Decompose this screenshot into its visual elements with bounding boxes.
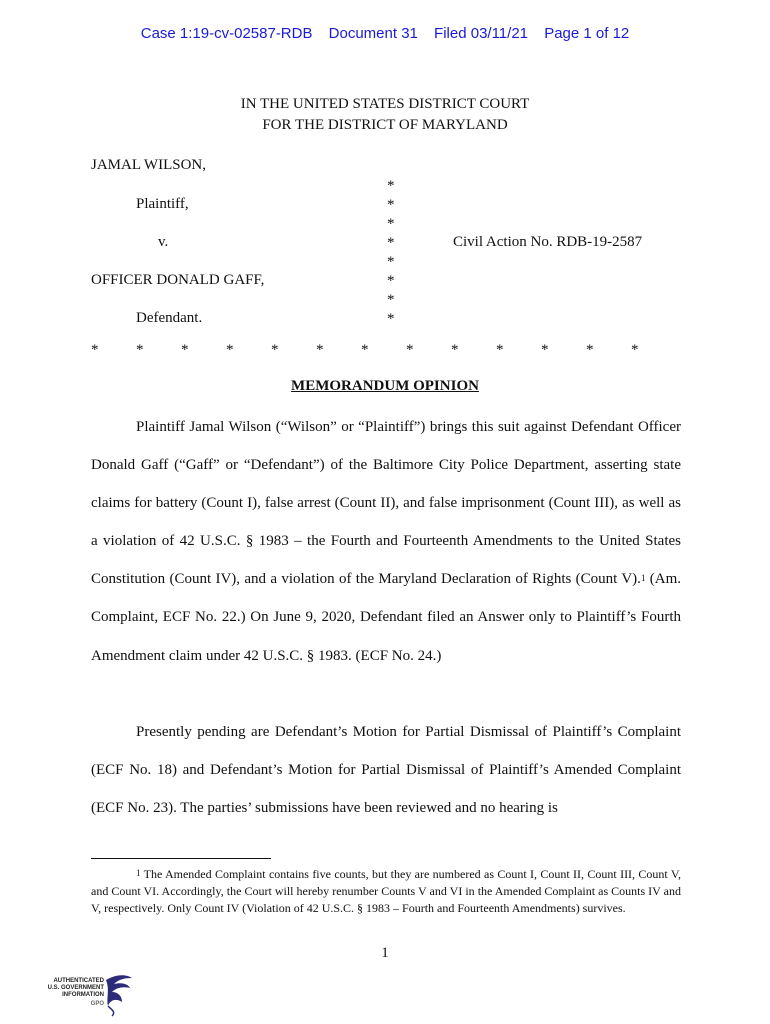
gpo-authentication-seal	[44, 972, 134, 1018]
case-number: Case 1:19-cv-02587-RDB	[140, 25, 313, 42]
gpo-line-1: AUTHENTICATED	[53, 978, 104, 984]
gpo-line-3: INFORMATION	[62, 992, 104, 998]
paragraph-1-text-cont: (Am. Complaint, ECF No. 22.) On June 9, 2020, Defendant filed an Answer only to Plaintiff’s Fourth Amendment claim under 42 U.S.C. § 1983. (ECF No. 24.)	[91, 571, 681, 664]
caption-star: *	[387, 254, 395, 270]
court-line-1: IN THE UNITED STATES DISTRICT COURT	[240, 96, 530, 112]
separator-star: *	[181, 342, 189, 358]
separator-star: *	[631, 342, 639, 358]
separator-star: *	[226, 342, 234, 358]
separator-star: *	[136, 342, 144, 358]
footnote	[91, 866, 681, 917]
plaintiff-name: JAMAL WILSON,	[91, 157, 206, 173]
eagle-icon	[102, 972, 134, 1018]
separator-star: *	[496, 342, 504, 358]
defendant-name: OFFICER DONALD GAFF,	[91, 272, 265, 288]
gpo-label: GPO	[90, 1001, 104, 1007]
versus: v.	[158, 234, 169, 250]
document-number: Document 31	[328, 25, 418, 42]
separator-star: *	[451, 342, 459, 358]
footnote-mark: 1	[136, 868, 141, 878]
gpo-line-2: U.S. GOVERNMENT	[47, 985, 104, 991]
filed-date: Filed 03/11/21	[434, 25, 529, 42]
court-heading	[0, 94, 770, 136]
footnote-divider	[91, 858, 271, 859]
separator-star: *	[316, 342, 324, 358]
separator-star: *	[91, 342, 99, 358]
caption-star: *	[387, 311, 395, 327]
caption-star: *	[387, 197, 395, 213]
footnote-text: The Amended Complaint contains five counts, but they are numbered as Count I, Count II, Count III, Count V, and Count VI. Accordingly, the Court will hereby renumber Counts V and VI in the Amended Complaint as Counts IV and V, respectively. Only Count IV (Violation of 42 U.S.C. § 1983 – Fourth and Fourteenth Amendments) survives.	[91, 867, 681, 915]
defendant-role: Defendant.	[136, 310, 203, 326]
page-count: Page 1 of 12	[544, 25, 630, 42]
footnote-reference[interactable]: 1	[640, 573, 646, 584]
civil-action-number: Civil Action No. RDB-19-2587	[453, 234, 643, 250]
separator-star: *	[586, 342, 594, 358]
separator-star: *	[361, 342, 369, 358]
separator-star: *	[406, 342, 414, 358]
court-line-2: FOR THE DISTRICT OF MARYLAND	[262, 117, 508, 133]
ecf-header	[0, 25, 770, 42]
paragraph-2-text: Presently pending are Defendant’s Motion for Partial Dismissal of Plaintiff’s Complaint (ECF No. 18) and Defendant’s Motion for Partial Dismissal of Plaintiff’s Amended Complaint (ECF No. 23). The parties’ submissions have been reviewed and no hearing is	[91, 724, 681, 817]
caption-star: *	[387, 292, 395, 308]
caption-star: *	[387, 216, 395, 232]
separator-star: *	[271, 342, 279, 358]
caption-star: *	[387, 273, 395, 289]
gpo-seal-text	[44, 978, 104, 1008]
page-number: 1	[381, 945, 389, 961]
paragraph-1-text: Plaintiff Jamal Wilson (“Wilson” or “Plaintiff”) brings this suit against Defendant Officer Donald Gaff (“Gaff” or “Defendant”) of the Baltimore City Police Department, asserting state claims for battery (Count I), false arrest (Count II), and false imprisonment (Count III), as well as a violation of 42 U.S.C. § 1983 – the Fourth and Fourteenth Amendments to the United States Constitution (Count IV), and a violation of the Maryland Declaration of Rights (Count V).	[91, 419, 681, 588]
caption-star: *	[387, 178, 395, 194]
caption-star: *	[387, 235, 395, 251]
paragraph-2	[91, 713, 681, 827]
document-title: MEMORANDUM OPINION	[291, 378, 479, 394]
separator-star: *	[541, 342, 549, 358]
paragraph-1	[91, 408, 681, 675]
plaintiff-role: Plaintiff,	[136, 196, 189, 212]
